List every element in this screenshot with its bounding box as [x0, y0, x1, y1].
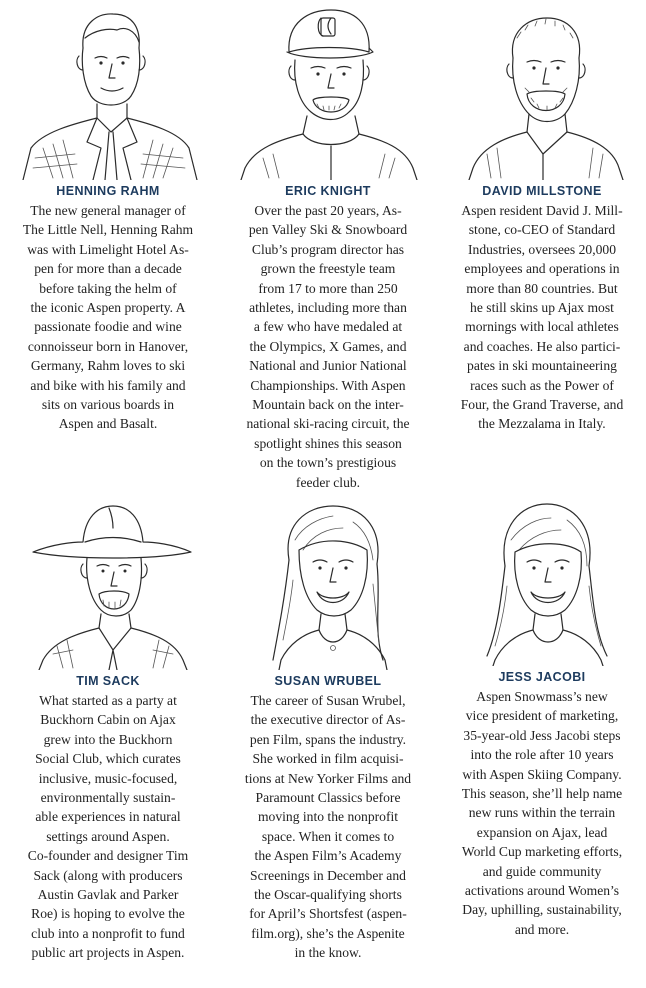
- profile-bio: The new general manager of The Little Nell, Henning Rahm was with Limelight Hotel As- pen for more than a decade before taking the helm of the iconic Aspen property. A passionate foodie and wine connoisseur born in Hanover, Germany, Rahm loves to ski and bike with his family and sits on various boards in Aspen and Basalt.: [22, 203, 194, 432]
- profile-name: HENNING RAHM: [56, 184, 160, 198]
- profile-card-eric-knight: [228, 8, 428, 492]
- profile-card-susan-wrubel: [228, 500, 428, 963]
- portrait-eric-knight: [233, 8, 423, 180]
- portrait-tim-sack: [13, 500, 203, 670]
- profile-bio: What started as a party at Buckhorn Cabin on Ajax grew into the Buckhorn Social Club, which curates inclusive, music-focused, environmentally sustain- able experiences in natural settings around Aspen. Co-founder and designer Tim Sack (along with producers Austin Gavlak and Parker Roe) is hoping to evolve the club into a nonprofit to fund public art projects in Aspen.: [27, 693, 189, 961]
- profile-card-tim-sack: [8, 500, 208, 963]
- profile-bio: Aspen resident David J. Mill- stone, co-CEO of Standard Industries, oversees 20,000 employees and operations in more than 80 countries. But he still skins up Ajax most mornings with local athletes and coaches. He also partici- pates in ski mountaineering races such as the Power of Four, the Grand Traverse, and the Mezzalama in Italy.: [460, 203, 624, 432]
- profile-name: SUSAN WRUBEL: [274, 674, 382, 688]
- profile-card-henning-rahm: [8, 8, 208, 434]
- profile-card-jess-jacobi: [442, 496, 642, 939]
- profile-name: JESS JACOBI: [498, 670, 586, 684]
- portrait-henning-rahm: [13, 8, 203, 180]
- profile-bio: Over the past 20 years, As- pen Valley Ski & Snowboard Club’s program director has grown the freestyle team from 17 to more than 250 athletes, including more than a few who have medaled at the Olympics, X Games, and National and Junior National Championships. With Aspen Mountain back on the inter- national ski-racing circuit, the spotlight shines this season on the town’s prestigious feeder club.: [246, 203, 410, 490]
- profile-name: DAVID MILLSTONE: [482, 184, 602, 198]
- profile-name: TIM SACK: [76, 674, 140, 688]
- portrait-david-millstone: [447, 8, 637, 180]
- profile-name: ERIC KNIGHT: [285, 184, 371, 198]
- portrait-jess-jacobi: [447, 496, 637, 666]
- profile-bio: The career of Susan Wrubel, the executive director of As- pen Film, spans the industry. She worked in film acquisi- tions at New Yorker Films and Paramount Classics before moving into the nonprofit space. When it comes to the Aspen Film’s Academy Screenings in December and the Oscar-qualifying shorts for April’s Shortsfest (aspen- film.org), she’s the Aspenite in the know.: [244, 693, 412, 961]
- profile-card-david-millstone: [442, 8, 642, 434]
- portrait-susan-wrubel: [233, 500, 423, 670]
- profile-bio: Aspen Snowmass’s new vice president of marketing, 35-year-old Jess Jacobi steps into the role after 10 years with Aspen Skiing Company. This season, she’ll help name new runs within the terrain expansion on Ajax, lead World Cup marketing efforts, and guide community activations around Women’s Day, uphilling, sustainability, and more.: [461, 689, 623, 937]
